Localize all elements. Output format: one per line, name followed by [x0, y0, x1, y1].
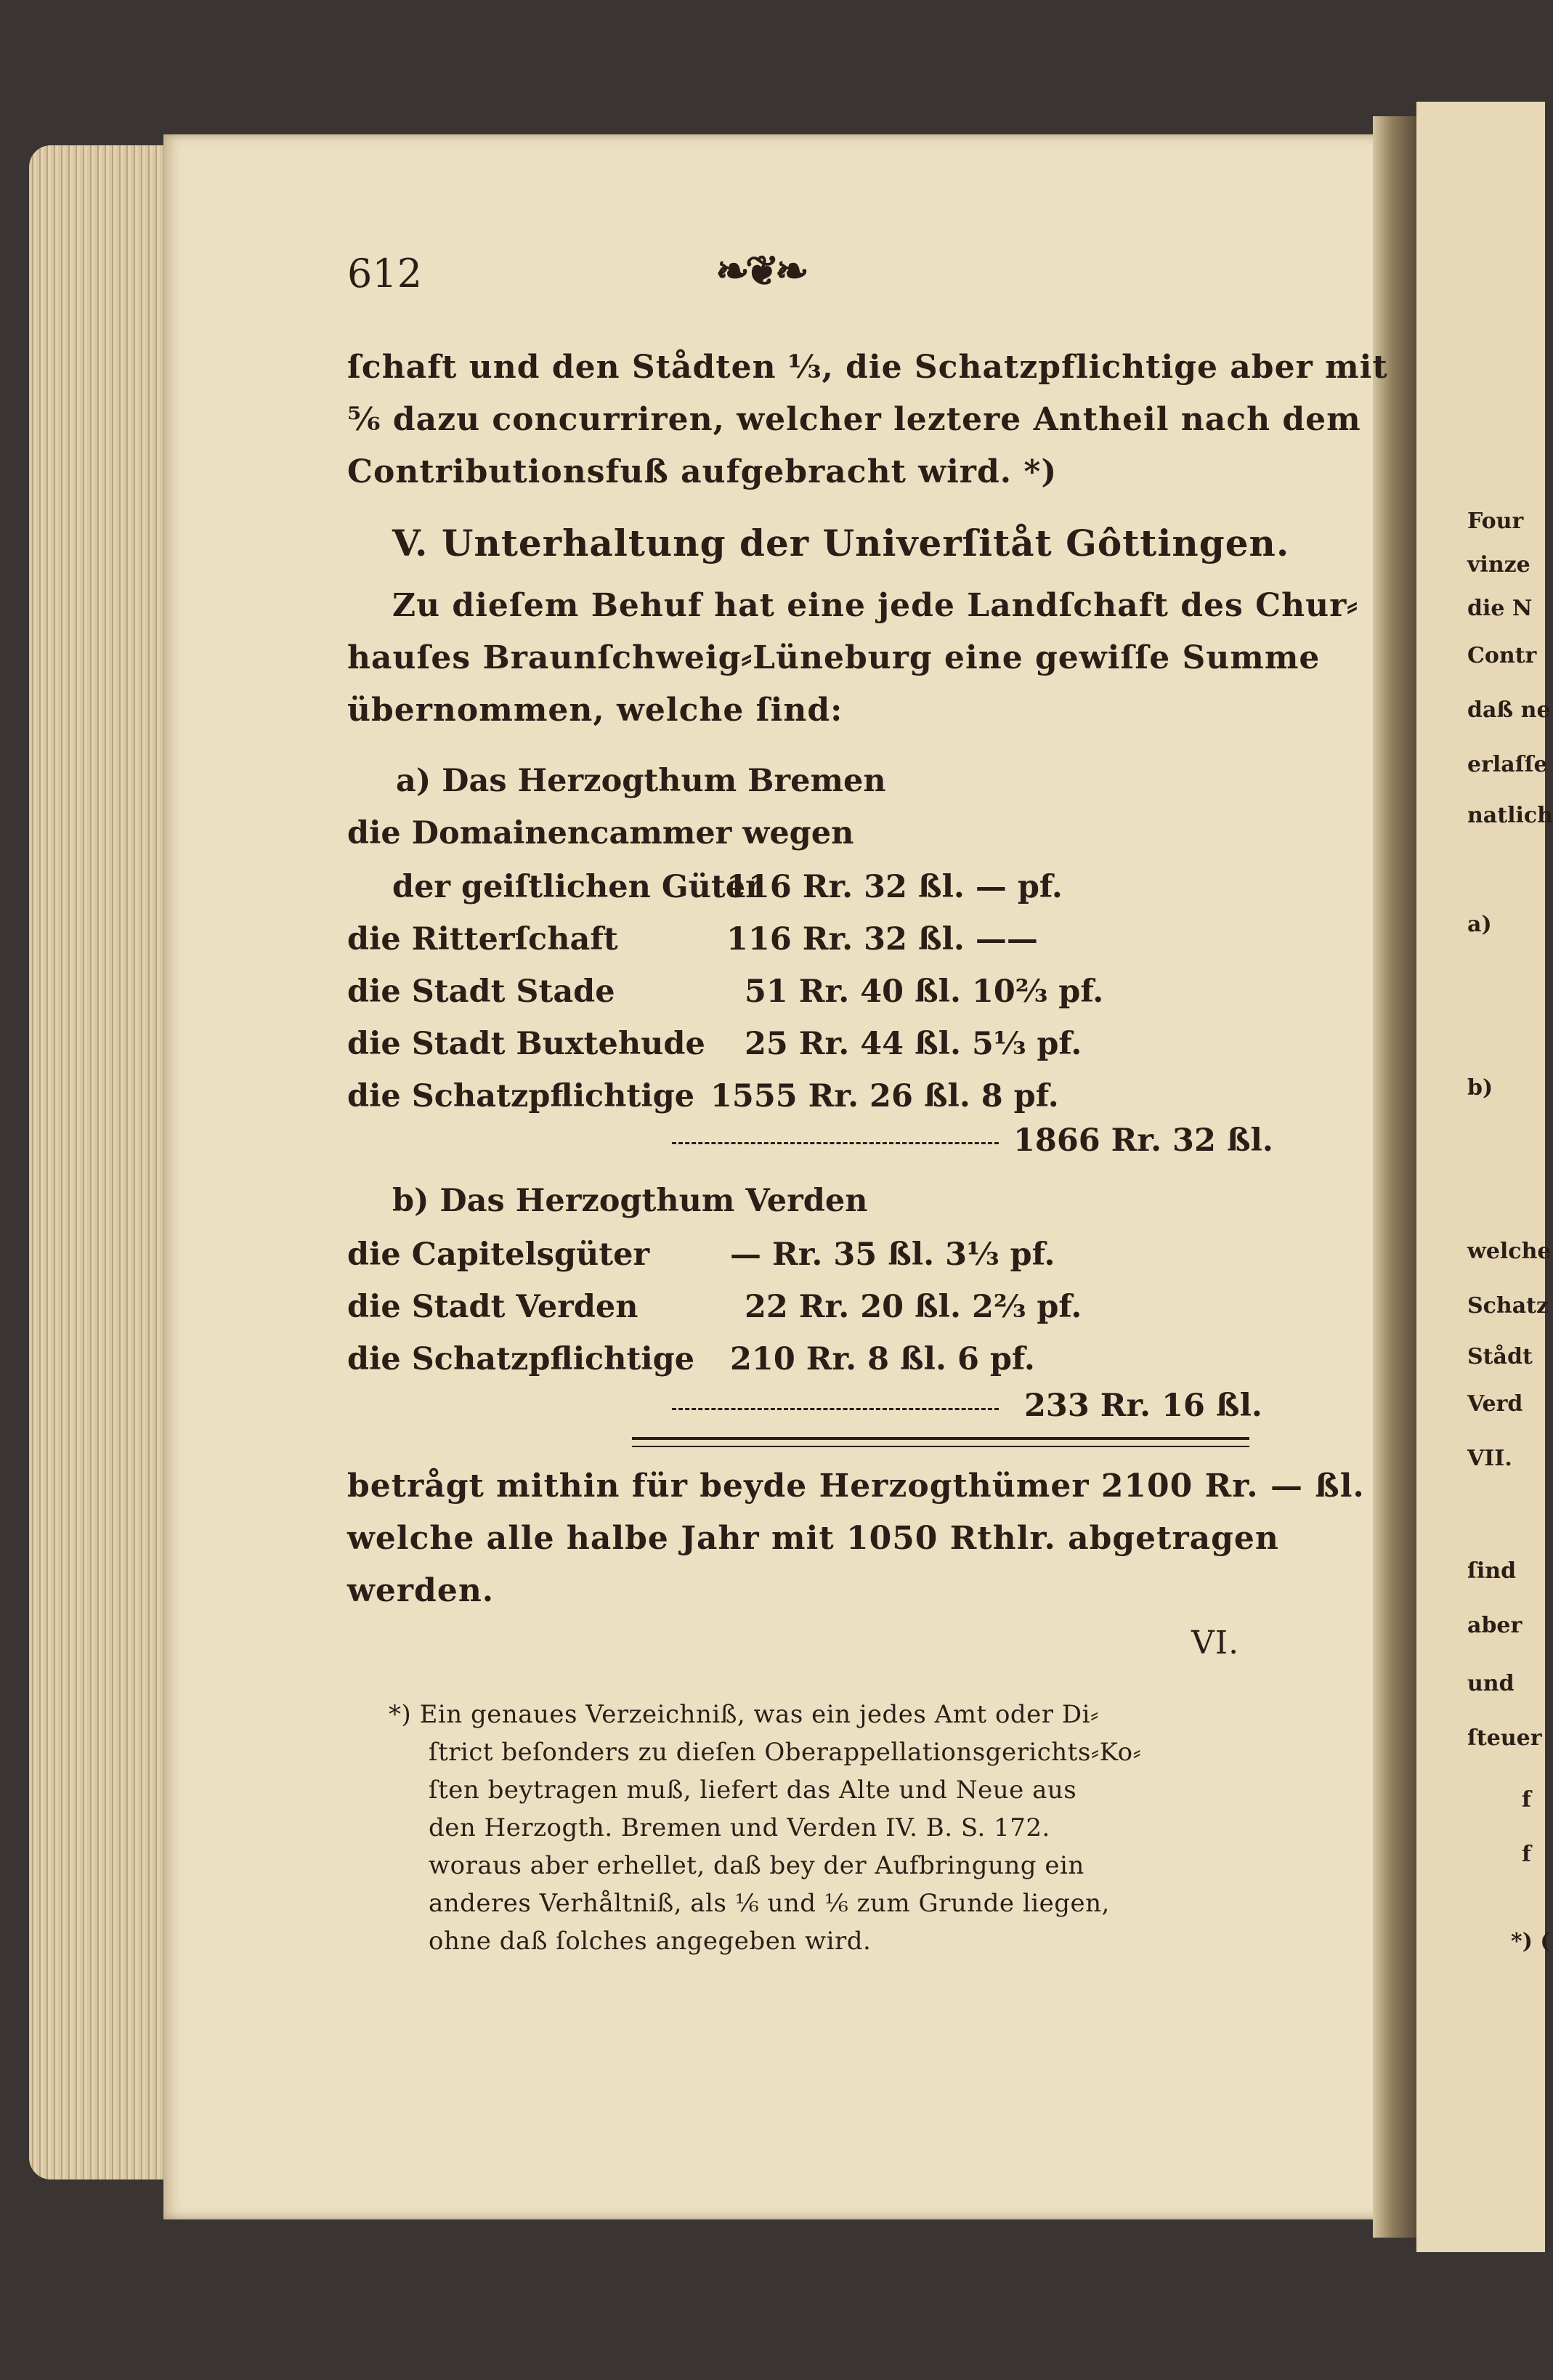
verden-row-amount: 22 Rr. 20 ßl. 2⅔ pf. [745, 1289, 1082, 1325]
ornament: ❧❦❧ [715, 247, 805, 295]
catchword: VI. [1191, 1624, 1240, 1661]
section-text-line: übernommen, welche ſind: [347, 692, 843, 729]
intro-line: ⅚ dazu concurriren, welcher leztere Antheil nach dem [347, 401, 1361, 438]
intro-line: Contributionsfuß aufgebracht wird. *) [347, 453, 1058, 490]
footnote-line: ohne daß ſolches angegeben wird. [429, 1927, 872, 1956]
bremen-row-amount: 116 Rr. 32 ßl. — pf. [726, 869, 1063, 905]
book-gutter [1373, 116, 1416, 2238]
verden-row-amount: 210 Rr. 8 ßl. 6 pf. [730, 1341, 1035, 1377]
verden-row-amount: — Rr. 35 ßl. 3⅓ pf. [730, 1236, 1055, 1273]
intro-line: ſchaft und den Stådten ⅓, die Schatzpflichtige aber mit [347, 349, 1388, 386]
facing-fragment: a) [1467, 912, 1492, 937]
bremen-row-label: die Ritterſchaft [347, 921, 618, 958]
bremen-row-amount: 25 Rr. 44 ßl. 5⅓ pf. [745, 1026, 1082, 1062]
bremen-title: a) Das Herzogthum Bremen [396, 763, 886, 799]
facing-fragment: vinze [1467, 552, 1530, 578]
summary-line: welche alle halbe Jahr mit 1050 Rthlr. abgetragen [347, 1520, 1279, 1557]
facing-fragment: Contr [1467, 643, 1537, 668]
section-text-line: hauſes Braunſchweig⸗Lüneburg eine gewiſſe Summe [347, 639, 1321, 676]
verden-row-label: die Stadt Verden [347, 1289, 638, 1325]
sum-rule [632, 1437, 1249, 1440]
facing-fragment: f [1522, 1842, 1531, 1867]
bremen-row-amount: 1555 Rr. 26 ßl. 8 pf. [710, 1078, 1059, 1114]
bremen-row-label: die Stadt Stade [347, 974, 615, 1010]
verden-title: b) Das Herzogthum Verden [392, 1183, 868, 1219]
page-number: 612 [347, 251, 423, 296]
footnote-line: *) Ein genaues Verzeichniß, was ein jedes Amt oder Di⸗ [389, 1700, 1099, 1729]
facing-fragment: welche [1467, 1239, 1552, 1264]
facing-fragment: die N [1467, 596, 1533, 621]
verden-row-label: die Schatzpflichtige [347, 1341, 695, 1377]
facing-fragment: aber [1467, 1613, 1522, 1638]
footnote-line: woraus aber erhellet, daß bey der Aufbringung ein [429, 1851, 1084, 1880]
dash-rule [672, 1408, 999, 1410]
summary-line: werden. [347, 1572, 495, 1609]
facing-fragment: und [1467, 1671, 1515, 1696]
dash-rule [672, 1142, 999, 1144]
bremen-subtitle: die Domainencammer wegen [347, 815, 854, 851]
summary-line: betrågt mithin für beyde Herzogthümer 2100 Rr. — ßl. [347, 1468, 1365, 1505]
bremen-row-amount: 116 Rr. 32 ßl. —— [726, 921, 1038, 958]
footnote-line: ſten beytragen muß, liefert das Alte und Neue aus [429, 1776, 1077, 1805]
facing-fragment: Schatz [1467, 1293, 1549, 1319]
book-page-edges [29, 145, 174, 2179]
bremen-row-amount: 51 Rr. 40 ßl. 10⅔ pf. [745, 974, 1104, 1010]
facing-fragment: b) [1467, 1075, 1493, 1101]
facing-fragment: ſteuer [1467, 1725, 1542, 1751]
footnote-line: ſtrict beſonders zu dieſen Oberappellationsgerichts⸗Ko⸗ [429, 1738, 1142, 1767]
facing-fragment: VII. [1467, 1446, 1512, 1471]
facing-fragment: Stådt [1467, 1344, 1533, 1369]
facing-fragment: f [1522, 1787, 1531, 1813]
facing-fragment: daß ne [1467, 697, 1551, 723]
section-heading: V. Unterhaltung der Univerſitåt Gôttingen. [392, 522, 1290, 564]
facing-fragment: ſind [1467, 1558, 1517, 1584]
facing-fragment: Four [1467, 509, 1524, 534]
facing-fragment: *) ( [1511, 1929, 1551, 1954]
verden-row-label: die Capitelsgüter [347, 1236, 650, 1273]
facing-fragment: natlich [1467, 803, 1553, 828]
facing-fragment: erlaſſe [1467, 752, 1548, 777]
bremen-row-label: die Stadt Buxtehude [347, 1026, 705, 1062]
section-text-line: Zu dieſem Behuf hat eine jede Landſchaft des Chur⸗ [392, 587, 1358, 624]
bremen-total: 1866 Rr. 32 ßl. [1013, 1122, 1273, 1159]
footnote-line: anderes Verhåltniß, als ⅙ und ⅙ zum Grunde liegen, [429, 1889, 1110, 1918]
facing-fragment: Verd [1467, 1391, 1523, 1417]
bremen-row-label: die Schatzpflichtige [347, 1078, 695, 1114]
verden-total: 233 Rr. 16 ßl. [1024, 1388, 1262, 1424]
sum-rule-thin [632, 1446, 1249, 1447]
footnote-line: den Herzogth. Bremen und Verden IV. B. S. 172. [429, 1813, 1050, 1842]
bremen-row-label: der geiſtlichen Güter [392, 869, 762, 905]
